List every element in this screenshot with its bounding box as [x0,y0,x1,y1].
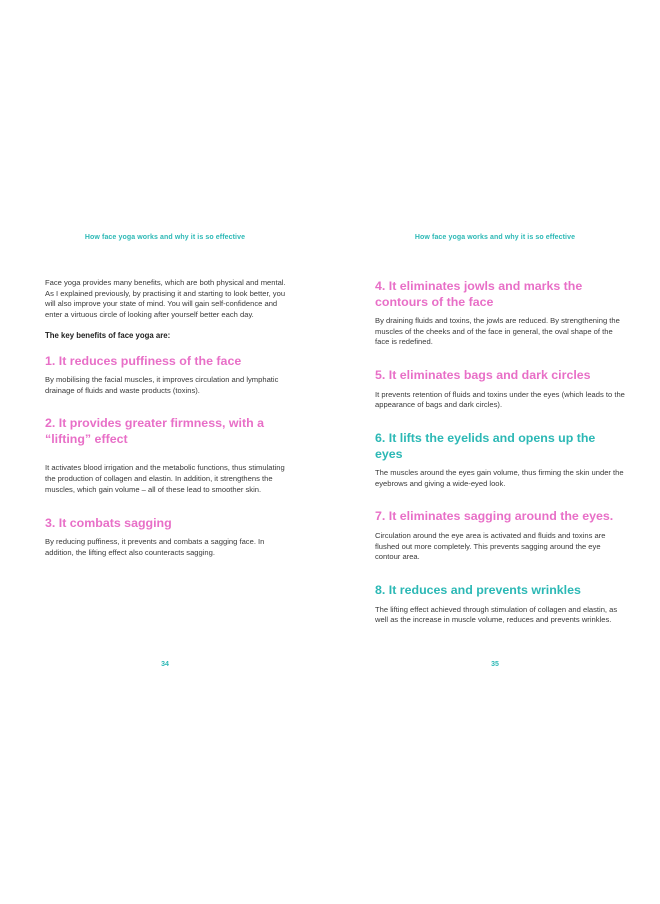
intro-paragraph: Face yoga provides many benefits, which are both physical and mental. As I explained previously, by practising it and starting to look better, you will also improve your state of mind. You will gain self-confidence and enter a virtuous circle of looking after yourself better each day. [45,278,286,320]
page-content [375,279,625,636]
page-number: 34 [161,661,169,668]
benefit-8-heading: 8. It reduces and prevents wrinkles [375,583,581,598]
benefit-1-heading: 1. It reduces puffiness of the face [45,353,242,368]
benefit-4-heading: 4. It eliminates jowls and marks the contours of the face [375,279,583,309]
benefit-6-body: The muscles around the eyes gain volume, thus firming the skin under the eyebrows and giving a wide-eyed look. [375,468,624,488]
running-head: How face yoga works and why it is so effective [414,234,576,241]
benefit-7-body: Circulation around the eye area is activated and fluids and toxins are flushed out more completely. This prevents sagging around the eye contour area. [375,530,606,562]
benefit-3-body: By reducing puffiness, it prevents and combats a sagging face. In addition, the lifting effect also counteracts sagging. [45,537,265,557]
running-head: How face yoga works and why it is so effective [84,234,246,241]
benefit-4-body: By draining fluids and toxins, the jowls are reduced. By strengthening the muscles of the cheeks and of the face in general, the oval shape of the face is redefined. [375,316,620,347]
benefit-2-heading: 2. It provides greater firmness, with a “lifting” effect [45,416,264,446]
benefit-5-heading: 5. It eliminates bags and dark circles [375,368,591,383]
benefit-1-body: By mobilising the facial muscles, it improves circulation and lymphatic drainage of fluids and waste products (toxins). [45,375,279,395]
benefit-8-body: The lifting effect achieved through stimulation of collagen and elastin, as well as the increase in muscle volume, reduces and prevents wrinkles. [375,604,618,625]
benefit-5-body: It prevents retention of fluids and toxins under the eyes (which leads to the appearance of bags and dark circles). [375,389,625,410]
page-number: 35 [491,661,499,668]
page-content [45,278,290,568]
benefit-2-body: It activates blood irrigation and the metabolic functions, thus stimulating the production of collagen and elastin. In addition, it strengthens the muscles, which gain volume – all of these lead to smoother skin. [45,463,285,494]
benefit-7-heading: 7. It eliminates sagging around the eyes. [375,509,614,524]
benefit-3-heading: 3. It combats sagging [45,515,172,530]
benefit-6-heading: 6. It lifts the eyelids and opens up the eyes [375,431,596,461]
right-page [330,0,660,904]
key-benefits-heading: The key benefits of face yoga are: [45,330,171,340]
